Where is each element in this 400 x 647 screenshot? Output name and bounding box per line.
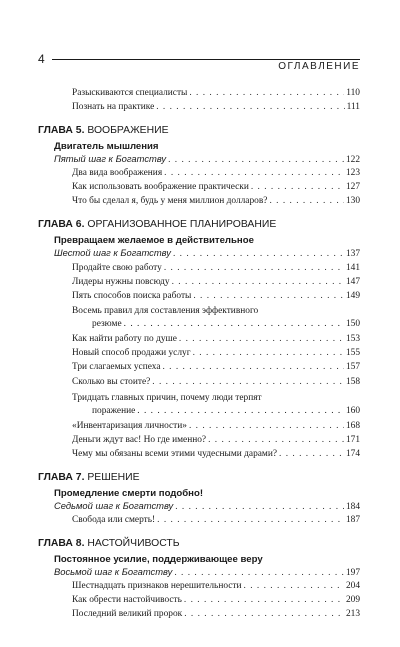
toc-entry-line1[interactable]: Восемь правил для составления эффективного — [72, 306, 259, 316]
chapter-7-title[interactable]: ГЛАВА 7. РЕШЕНИЕ — [38, 472, 140, 483]
toc-entry[interactable]: Как обрести настойчивость . . . 209 — [38, 594, 360, 607]
chapter-6-heading: Превращаем желаемое в действительное — [54, 235, 254, 246]
toc-entry[interactable]: Продайте свою работу . . . 141 — [38, 262, 360, 275]
header-title: ОГЛАВЛЕНИЕ — [278, 61, 360, 72]
toc-entry[interactable]: Пятый шаг к Богатству . . . 122 — [38, 152, 360, 167]
toc-entry[interactable]: Разыскиваются специалисты . . . 110 — [38, 87, 360, 100]
toc-entry[interactable]: Восьмой шаг к Богатству . . . 197 — [38, 565, 360, 580]
toc-entry[interactable]: «Инвентаризация личности» . . . 168 — [38, 420, 360, 433]
toc-entry[interactable]: Новый способ продажи услуг . . . 155 — [38, 347, 360, 360]
toc-entry-line1[interactable]: Тридцать главных причин, почему люди терпят — [72, 393, 262, 403]
toc-entry[interactable]: Чему мы обязаны всеми этими чудесными дарами? . . . 174 — [38, 448, 360, 461]
toc-entry[interactable]: Последний великий пророк . . . 213 — [38, 608, 360, 621]
chapter-5-title[interactable]: ГЛАВА 5. ВООБРАЖЕНИЕ — [38, 125, 169, 136]
page-number: 4 — [38, 52, 45, 66]
toc-entry[interactable]: Шестой шаг к Богатству . . . 137 — [38, 246, 360, 261]
toc-entry[interactable]: Седьмой шаг к Богатству . . . 184 — [38, 499, 360, 514]
chapter-8-heading: Постоянное усилие, поддерживающее веру — [54, 554, 263, 565]
toc-entry[interactable]: Деньги ждут вас! Но где именно? . . . 171 — [38, 434, 360, 447]
toc-entry[interactable]: Лидеры нужны повсюду . . . 147 — [38, 276, 360, 289]
chapter-5-heading: Двигатель мышления — [54, 141, 159, 152]
header-rule — [52, 59, 360, 60]
page-header — [38, 52, 360, 74]
toc-entry[interactable]: Как найти работу по душе . . . 153 — [38, 333, 360, 346]
toc-entry[interactable]: Пять способов поиска работы . . . 149 — [38, 290, 360, 303]
chapter-7-heading: Промедление смерти подобно! — [54, 488, 204, 499]
chapter-6-title[interactable]: ГЛАВА 6. ОРГАНИЗОВАННОЕ ПЛАНИРОВАНИЕ — [38, 219, 277, 230]
toc-entry[interactable]: Свобода или смерть! . . . 187 — [38, 514, 360, 527]
toc-entry[interactable]: Как использовать воображение практически . . . 127 — [38, 181, 360, 194]
toc-entry[interactable]: Два вида воображения . . . 123 — [38, 167, 360, 180]
toc-entry[interactable]: Что бы сделал я, будь у меня миллион долларов? . . . 130 — [38, 195, 360, 208]
toc-entry[interactable]: Шестнадцать признаков нерешительности . . . 204 — [38, 580, 360, 593]
toc-entry[interactable]: Три слагаемых успеха . . . 157 — [38, 361, 360, 374]
toc-entry-line2[interactable]: поражение . . . 160 — [38, 405, 360, 418]
toc-entry-line2[interactable]: резюме . . . 150 — [38, 318, 360, 331]
toc-entry[interactable]: Познать на практике . . . 111 — [38, 101, 360, 114]
toc-entry[interactable]: Сколько вы стоите? . . . 158 — [38, 376, 360, 389]
chapter-8-title[interactable]: ГЛАВА 8. НАСТОЙЧИВОСТЬ — [38, 538, 180, 549]
